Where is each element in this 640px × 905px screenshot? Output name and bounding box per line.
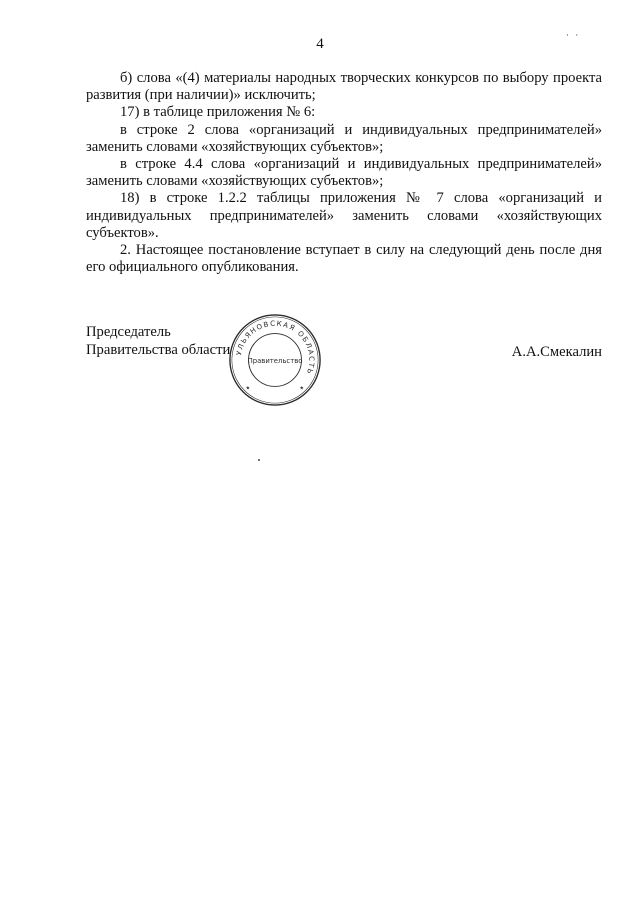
signature-block xyxy=(86,323,602,403)
paragraph-effective-date: 2. Настоящее постановление вступает в силу на следующий день после дня его официального опубликования. xyxy=(86,242,602,276)
signatory-title xyxy=(86,323,230,359)
paragraph-item-b: б) слова «(4) материалы народных творческих конкурсов по выбору проекта развития (при наличии)» исключить; xyxy=(86,70,602,104)
svg-text:★: ★ xyxy=(299,386,304,392)
scan-speck xyxy=(258,459,260,461)
paragraph-item-17: 17) в таблице приложения № 6: xyxy=(120,104,316,121)
paragraph-row-2: в строке 2 слова «организаций и индивидуальных предпринимателей» заменить словами «хозяйствующих субъектов»; xyxy=(86,121,602,155)
official-seal xyxy=(226,311,324,409)
page-number: 4 xyxy=(316,36,324,52)
svg-text:★: ★ xyxy=(245,386,250,392)
signatory-title-line1: Председатель xyxy=(86,324,171,340)
signatory-title-line2: Правительства области xyxy=(86,342,231,358)
document-body xyxy=(86,70,602,276)
svg-text:УЛЬЯНОВСКАЯ ОБЛАСТЬ: УЛЬЯНОВСКАЯ ОБЛАСТЬ xyxy=(234,318,317,377)
signatory-name: А.А.Смекалин xyxy=(511,344,602,360)
paragraph-item-18: 18) в строке 1.2.2 таблицы приложения № 7 слова «организаций и индивидуальных предпринимателей» заменить словами «хозяйствующих субъектов». xyxy=(86,190,602,241)
paragraph-row-4-4: в строке 4.4 слова «организаций и индивидуальных предпринимателей» заменить словами «хозяйствующих субъектов»; xyxy=(86,156,602,190)
corner-mark: · · xyxy=(566,30,581,40)
svg-text:Правительство: Правительство xyxy=(247,356,303,365)
